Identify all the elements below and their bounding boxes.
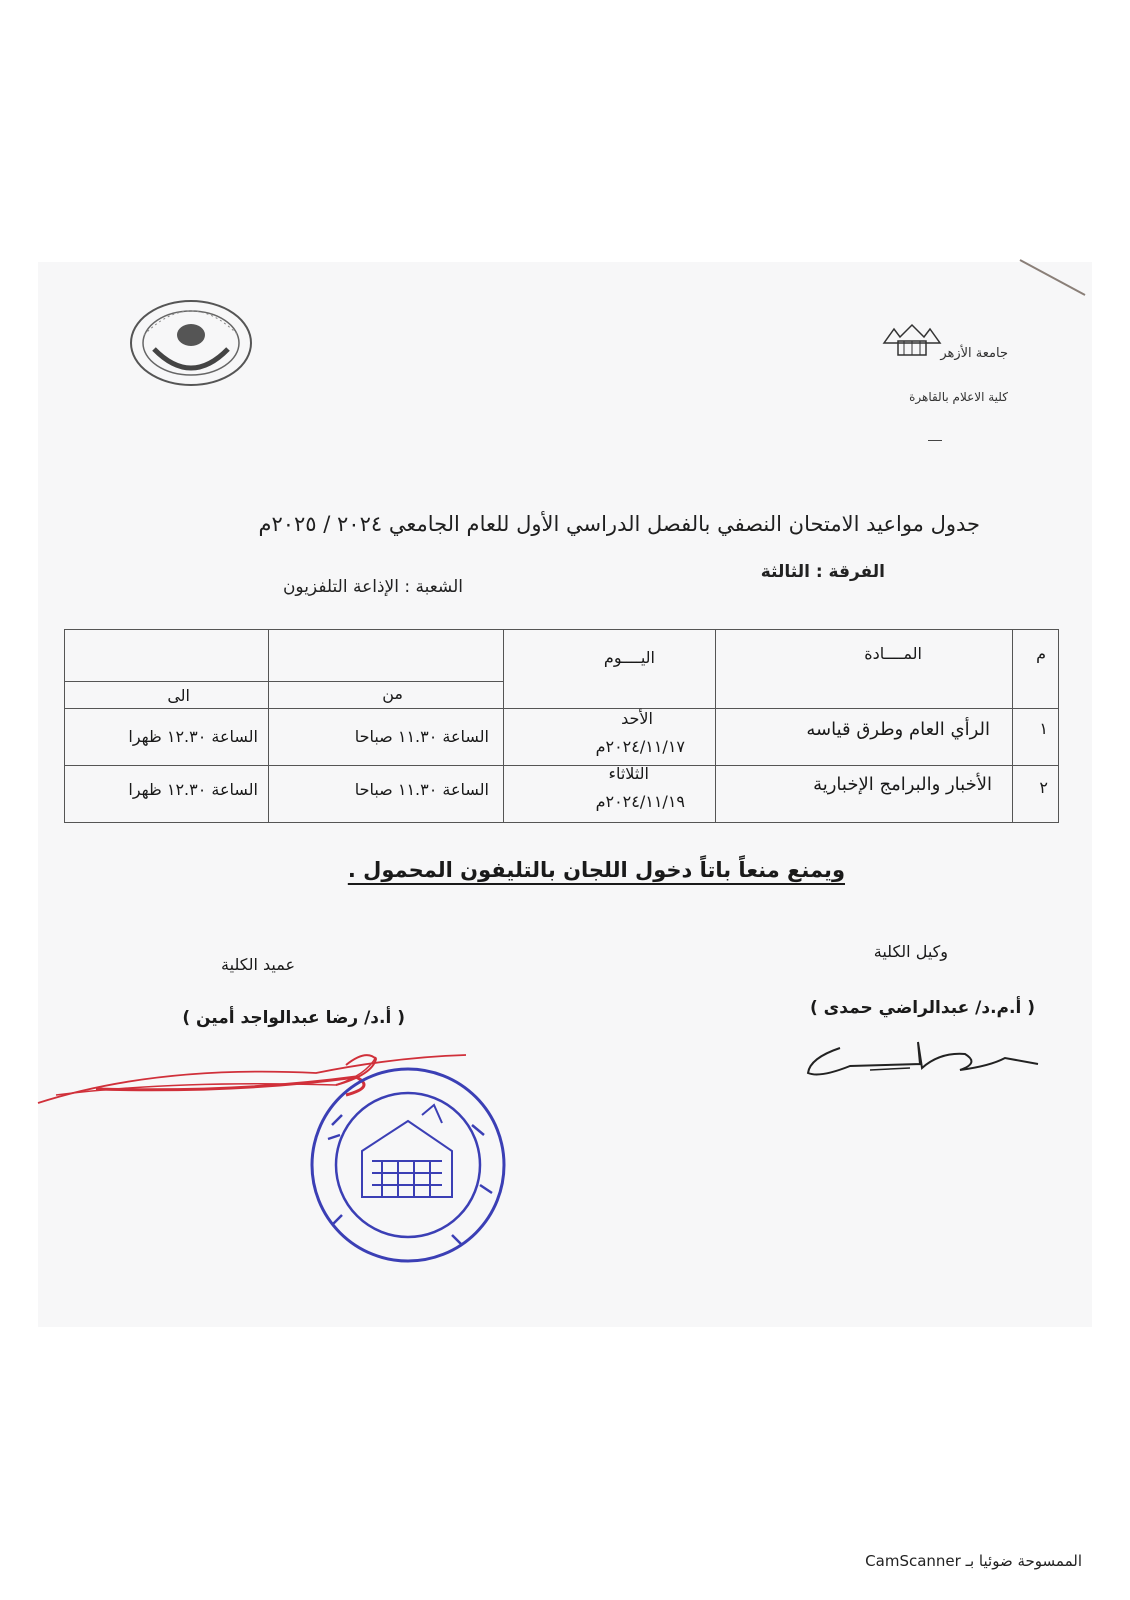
faculty-logo-seal: [126, 297, 256, 389]
vice-dean-signature: [800, 1028, 1040, 1088]
header-from: من: [382, 684, 403, 703]
row2-number: ٢: [1039, 778, 1048, 797]
dean-title: عميد الكلية: [221, 955, 295, 974]
header-day: اليــــوم: [603, 648, 655, 667]
row1-day: الأحد: [621, 709, 653, 728]
paper-crease: [1015, 255, 1095, 305]
row1-day-cell: [504, 709, 716, 766]
vice-dean-name: ( أ.م.د/ عبدالراضي حمدى ): [809, 998, 1035, 1018]
header-from-cell: [269, 682, 504, 709]
row2-subject-cell: [716, 766, 1013, 823]
document-title: جدول مواعيد الامتحان النصفي بالفصل الدراسي الأول للعام الجامعي ٢٠٢٤ / ٢٠٢٥م: [258, 512, 980, 536]
header-time-cell-right: [269, 630, 504, 682]
header-day-cell: [504, 630, 716, 709]
row2-from: الساعة ١١.٣٠ صباحا: [354, 780, 489, 799]
row1-subject: الرأي العام وطرق قياسه: [806, 719, 990, 740]
header-time-cell-left: [65, 630, 269, 682]
row1-number-cell: [1013, 709, 1059, 766]
header-number: م: [1036, 644, 1046, 663]
header-number-cell: [1013, 630, 1059, 709]
row1-to: الساعة ١٢.٣٠ ظهرا: [128, 727, 258, 746]
division-label: الشعبة : الإذاعة التلفزيون: [282, 577, 463, 597]
row1-subject-cell: [716, 709, 1013, 766]
table-row: [65, 709, 1059, 766]
row1-date: ٢٠٢٤/١١/١٧م: [595, 737, 685, 756]
header-subject-cell: [716, 630, 1013, 709]
row2-day-cell: [504, 766, 716, 823]
row2-day: الثلاثاء: [608, 764, 649, 783]
row1-number: ١: [1039, 719, 1048, 738]
header-to-cell: [65, 682, 269, 709]
row1-from-cell: [269, 709, 504, 766]
row2-from-cell: [269, 766, 504, 823]
header-subject: المــــادة: [864, 644, 922, 663]
row1-to-cell: [65, 709, 269, 766]
row1-from: الساعة ١١.٣٠ صباحا: [354, 727, 489, 746]
university-name: جامعة الأزهر: [940, 346, 1008, 361]
row2-to: الساعة ١٢.٣٠ ظهرا: [128, 780, 258, 799]
header-to: الى: [167, 686, 190, 705]
mobile-phone-notice: ويمنع منعاً باتاً دخول اللجان بالتليفون المحمول .: [347, 858, 845, 882]
table-row: [65, 766, 1059, 823]
row2-to-cell: [65, 766, 269, 823]
row2-subject: الأخبار والبرامج الإخبارية: [813, 774, 992, 795]
faculty-name: كلية الاعلام بالقاهرة: [909, 390, 1008, 404]
vice-dean-title: وكيل الكلية: [873, 942, 948, 961]
official-stamp: [302, 1065, 514, 1265]
dean-name: ( أ.د/ رضا عبدالواجد أمين ): [182, 1008, 405, 1028]
row2-number-cell: [1013, 766, 1059, 823]
camscanner-note: الممسوحة ضوئيا بـ CamScanner: [865, 1552, 1082, 1570]
level-label: الفرقة : الثالثة: [760, 562, 885, 582]
header-dash: [928, 440, 942, 441]
row2-date: ٢٠٢٤/١١/١٩م: [595, 792, 685, 811]
exam-schedule-table: [64, 629, 1059, 823]
